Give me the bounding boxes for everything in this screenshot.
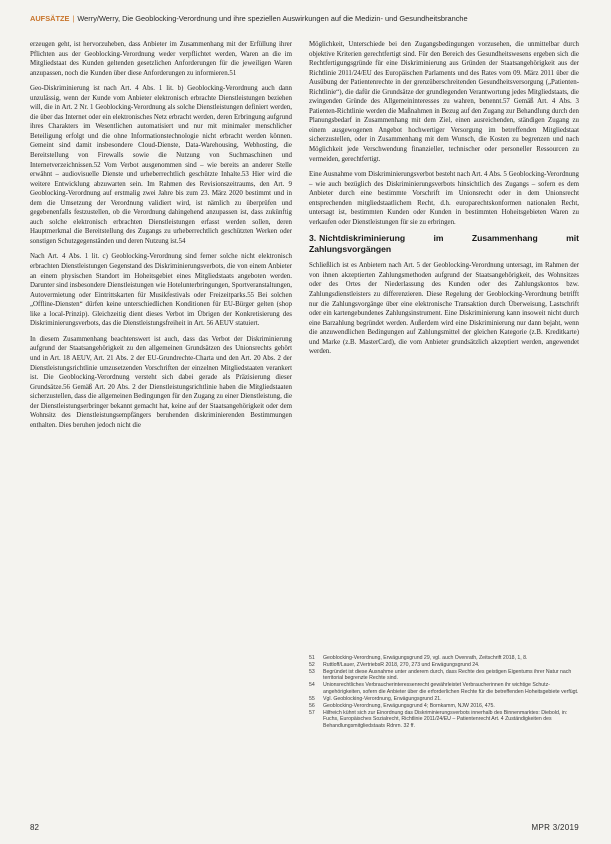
header-section: AUFSÄTZE xyxy=(30,14,70,23)
right-column xyxy=(309,40,579,363)
footnote xyxy=(309,710,579,729)
section-heading-text: Nichtdiskriminierung im Zusammenhang mit Zahlungsvorgängen xyxy=(309,233,579,255)
footnote-text: Hilfreich kühnt sich zur Einordnung das Diskriminierungsverbots innerhalb des Binnenmarktes: Diebold, in: Fuchs, Europäisches Sozialrecht, Richtlinie 2011/24/EU – Patientenrecht Art. 4 Zuständigkeiten des Behandlungsmitgliedstaats Rdnrn. 32 ff. xyxy=(323,709,568,729)
paragraph: Eine Ausnahme vom Diskriminierungsverbot besteht nach Art. 4 Abs. 5 Geoblocking-Verordnung – wie auch bezüglich des Diskriminierungsverbots hinsichtlich des Zugangs – sofern es dem Anbieter durch eine bestimmte Vorschrift im Unionsrecht oder in dem Unionsrecht entsprechenden mitgliedstaatlichem Recht, d.h. europarechtskonformen nationalen Recht, untersagt ist, bestimmten Kunden oder Kunden in bestimmten Hoheitsgebieten Waren zu verkaufen oder Dienstleistungen für sie zu erbringen. xyxy=(309,171,579,226)
footnote xyxy=(309,662,579,668)
footnotes xyxy=(309,655,579,730)
header-title: Werry/Werry, Die Geoblocking-Verordnung und ihre speziellen Auswirkungen auf die Medizin- und Gesundheitsbranche xyxy=(77,14,468,23)
footnote-text: Ruttloff/Lauer, ZVertriebsR 2018, 270, 273 und Erwägungsgrund 24. xyxy=(323,662,480,668)
footnote-number: 57 xyxy=(309,709,315,716)
footnote-text: Geoblocking-Verordnung, Erwägungsgrund 29, vgl. auch Ovenrath, Zeitschrift 2018, 1, 8. xyxy=(323,655,528,661)
paragraph: In diesem Zusammenhang beachtenswert ist auch, dass das Verbot der Diskriminierung aufgrund der Staatsangehörigkeit zu den allgemeinen Grundsätzen des Unionsrechts gehört und in Art. 18 AEUV, Art. 21 Abs. 2 der EU-Grundrechte-Charta und den Art. 20 Abs. 2 der Dienstleistungsrichtlinie umzusetzenden Vorschriften der einzelnen Mitgliedstaaten verankert ist. Die Geoblocking-Verordnung versteht sich dabei gerade als Präzisierung dieser Grundsätze.56 Gemäß Art. 20 Abs. 2 der Dienstleistungsrichtlinie haben die Mitgliedstaaten sicherzustellen, dass die allgemeinen Bedingungen für den Zugang zu einer Dienstleistung, die der Dienstleistungserbringer bekannt gemacht hat, keine auf der Staatsangehörigkeit oder dem Wohnsitz des Dienstleistungsempfängers beruhenden diskriminierenden Bestimmungen enthalten. Dies beruhen jedoch nicht die xyxy=(30,335,292,429)
paragraph: Nach Art. 4 Abs. 1 lit. c) Geoblocking-Verordnung sind ferner solche nicht elektronisch erbrachten Dienstleistungen Gegenstand des Diskriminierungsverbots, die von einem Anbieter an einem physischen Standort im Hoheitsgebiet eines Mitgliedstaats angeboten werden. Darunter sind insbesondere Dienstleistungen wie Hotelunterbringungen, Sportveranstaltungen, Autovermietung oder Eintrittskarten für Musikfestivals oder Freizeitparks.55 Bei solchen „Offline-Diensten“ dürfen keine unterschiedlichen Konditionen für EU-Bürger gelten (shop like a local-Prinzip). Gleichzeitig dient dieses Verbot im Übrigen der Konkretisierung des Diskriminierungsverbots, das die Dienstleistungsfreiheit in Art. 56 AEUV statuiert. xyxy=(30,253,292,328)
page-number: 82 xyxy=(30,823,39,832)
footnote-text: Unionsrechtliches Verbraucherinteressenrecht gewährleistet Verbraucherinnen ihr wichtige Schutz-angehörigkeiten, sofern die Anbieter über die erforderlichen Rechte für die betreffenden Hoheitsgebiete verfügt. xyxy=(323,682,579,695)
journal-issue: MPR 3/2019 xyxy=(531,823,579,832)
footnote-number: 56 xyxy=(309,702,315,709)
left-column xyxy=(30,40,292,436)
paragraph: Möglichkeit, Unterschiede bei den Zugangsbedingungen vorzusehen, die unmittelbar durch objektive Kriterien gerechtfertigt sind. Für den Bereich des Gesundheitswesens ergeben sich die Rechtfertigungsgründe für eine Diskriminierung aus Gründen der Staatsangehörigkeit aus der Richtlinie 2011/24/EU des Europäischen Parlaments und des Rates vom 09. März 2011 über die Ausübung der Patientenrechte in der grenzüberschreitenden Gesundheitsversorgung („Patienten-Richtlinie“), die dafür die Grundsätze der grundlegenden Verantwortung jedes Mitgliedstaats, die zwingenden Gründe des Allgemeininteresses zu wahren, benennt.57 Gemäß Art. 4 Abs. 3 Patienten-Richtlinie werden die Maßnahmen in Bezug auf den Zugang zur Behandlung durch den Planungsbedarf in Zusammenhang mit dem Ziel, einen ausreichenden, ständigen Zugang zu einem ausgewogenen Angebot hochwertiger Versorgung im betreffenden Mitgliedstaat sicherzustellen, oder in Zusammenhang mit dem Wunsch, die Kosten zu begrenzen und nach Möglichkeit jede Verschwendung finanzieller, technischer oder personeller Ressourcen zu vermeiden, gerechtfertigt. xyxy=(309,41,579,163)
running-header xyxy=(30,14,585,32)
footnote-number: 55 xyxy=(309,695,315,702)
paragraph: Schließlich ist es Anbietern nach Art. 5 der Geoblocking-Verordnung untersagt, im Rahmen der von ihnen akzeptierten Zahlungsmethoden aufgrund der Staatsangehörigkeit, des Wohnsitzes oder des Ortes der Niederlassung des Kunden oder des Zahlungskontos bzw. Zahlungsdienstleisters zu differenzieren. Diese Regelung der Geoblocking-Verordnung betrifft nur die Zahlungsvorgänge über eine elektronische Transaktion durch Überweisung, Lastschrift oder ein kartengebundenes Zahlungsinstrument. Eine Diskriminierung kann insoweit nicht durch eine Barzahlung begründet werden. Außerdem wird eine Diskriminierung nur dann bejaht, wenn die anzuwendlichen Bedingungen auf Zahlungsmittel der gleichen Kategorie (z.B. Kreditkarte) und Marke (z.B. MasterCard), die vom Anbieter grundsätzlich akzeptiert werden, angewendet werden. xyxy=(309,262,579,356)
footnote xyxy=(309,696,579,702)
section-heading xyxy=(309,233,579,255)
footnote xyxy=(309,703,579,709)
footnote-number: 53 xyxy=(309,669,315,675)
footnote-text: Geoblocking-Verordnung, Erwägungsgrund 4; Bornkamm, NJW 2016, 475. xyxy=(323,702,495,709)
footnote-number: 54 xyxy=(309,682,315,689)
header-separator: | xyxy=(72,14,75,23)
footnote-text: Vgl. Geoblocking-Verordnung, Erwägungsgrund 21. xyxy=(323,695,442,702)
paragraph: erzeugen geht, ist hervorzuheben, dass Anbieter im Zusammenhang mit der Erfüllung ihrer Pflichten aus der Geoblocking-Verordnung weder verpflichtet werden, Waren an die im Mitgliedstaat des Kunden geltenden gesetzlichen Anforderungen für die jeweiligen Waren anzupassen, noch die Kunden über diese Anforderungen zu informieren.51 xyxy=(30,41,292,77)
section-heading-number: 3. xyxy=(309,233,317,244)
footnote xyxy=(309,682,579,695)
paragraph: Geo-Diskriminierung ist nach Art. 4 Abs. 1 lit. b) Geoblocking-Verordnung auch dann unzulässig, wenn der Kunde vom Anbieter elektronisch erbrachte Dienstleistungen beziehen will, die in Art. 2 Nr. 1 Geoblocking-Verordnung als solche Dienstleistungen definiert werden, die über das Internet oder ein elektronisches Netz erbracht werden, deren Erbringung aufgrund ihres Charakters im Wesentlichen automatisiert und nur mit minimaler menschlicher Beteiligung erfolgt und die ohne Informationstechnologie nicht erbracht werden können. Gemeint sind damit insbesondere Cloud-Dienste, Data-Warehousing, Webhosting, die Bereitstellung von Firewalls sowie die Nutzung von Suchmaschinen und Internetverzeichnissen.52 Vom Verbot ausgenommen sind – wie bereits an anderer Stelle erwähnt – audiovisuelle Dienste und urheberrechtlich geschützte Inhalte.53 Hier wird die weitere Entwicklung abzuwarten sein. Im Rahmen des Revisionszeitraums, den Art. 9 Geoblocking-Verordnung auf erstmalig zwei Jahre bis zum 23. März 2020 bestimmt und in dem die Umsetzung der Verordnung validiert wird, ist nämlich zu überprüfen und gegebenenfalls festzustellen, ob die Verordnung dahingehend anzupassen ist, dass zukünftig auch solche elektronisch erbrachten Dienstleistungen erfasst werden sollen, deren Hauptmerkmal die Bereitstellung des Zugangs zu urheberrechtlich geschützten Werken oder sonstigen Schutzgegenständen und deren Nutzung ist.54 xyxy=(30,85,292,245)
footnote-number: 52 xyxy=(309,662,315,668)
footnote-text: Begründet ist diese Ausnahme unter anderem durch, dass Rechte des geistigen Eigentums ihrer Natur nach territorial begrenzte Rechte sind. xyxy=(323,669,572,682)
footnote xyxy=(309,655,579,661)
footnote xyxy=(309,669,579,682)
footnote-number: 51 xyxy=(309,655,315,661)
